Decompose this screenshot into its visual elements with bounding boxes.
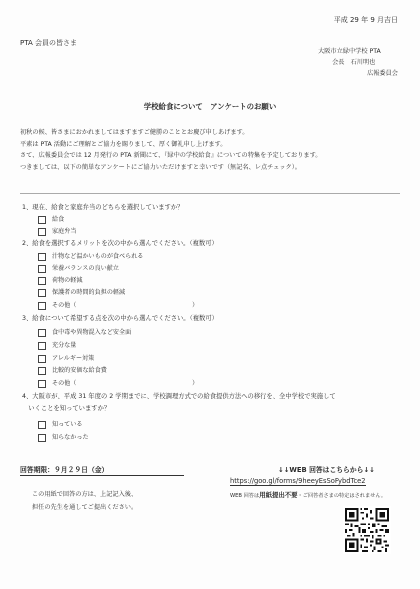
paper-line: この用紙で回答の方は、上記記入後、 [32,491,138,498]
checkbox[interactable] [38,434,46,442]
option-label: 知っている [52,421,83,428]
checkbox[interactable] [38,421,46,429]
option-row[interactable] [38,264,119,273]
paper-answer-instructions [32,488,137,514]
checkbox[interactable] [38,380,46,388]
intro-paragraph [20,127,321,173]
web-note-prefix: WEB 回答は [230,493,260,499]
option-row[interactable] [38,341,76,350]
sender-block [318,46,398,79]
web-note-suffix: ・ご回答者さまの特定はされません。 [297,493,387,499]
web-note-bold: 用紙提出不要 [259,491,298,499]
question-3: 3、給食について希望する点を次の中から選んでください。（複数可） [22,315,218,322]
checkbox[interactable] [38,265,46,273]
option-label: 給食 [52,216,65,223]
question-2: 2、給食を選択するメリットを次の中から選んでください。（複数可） [22,240,218,247]
option-label: その他（ ） [52,302,199,309]
checkbox[interactable] [38,277,46,285]
option-row[interactable] [38,420,82,429]
option-label: 充分な量 [52,342,77,349]
checkbox[interactable] [38,289,46,297]
checkbox[interactable] [38,302,46,310]
option-label: 栄養バランスの良い献立 [52,265,119,272]
question-4-line-2: いくことを知っていますか？ [22,405,111,412]
option-row[interactable] [38,433,89,442]
web-answer-note [230,490,386,499]
checkbox[interactable] [38,367,46,375]
option-row[interactable] [38,276,82,285]
section-divider [20,193,400,194]
intro-line: さて、広報委員会では 12 月発行の PTA 新聞にて、『緑中の学校給食』についての特集を予定しております。 [20,152,322,159]
checkbox[interactable] [38,216,46,224]
checkbox[interactable] [38,342,46,350]
intro-line: 初秋の候、皆さまにおかれましてはますますご健勝のこととお慶び申しあげます。 [20,129,249,136]
option-row[interactable] [38,227,76,236]
question-4-line-1: 4、大阪市が、平成 31 年度の 2 学期までに、学校調理方式での給食提供方法への移行を、全中学校で実施して [22,393,336,400]
option-label: 荷物の軽減 [52,277,83,284]
qr-code-icon[interactable] [343,506,391,554]
paper-line: 担任の先生を通してご提出ください。 [32,504,138,511]
option-label: 汁物など温かいものが食べられる [52,253,144,260]
recipient: PTA 会員の皆さま [20,39,77,47]
document-title: 学校給食について アンケートのお願い [143,102,277,111]
option-row[interactable] [38,366,107,375]
option-label: 知らなかった [52,434,89,441]
issue-date: 平成 29 年 9 月吉日 [333,16,398,24]
intro-line: つきましては、以下の簡単なアンケートにご協力いただけますと幸いです（無記名、レ点チェック）。 [20,163,301,171]
option-label: 食中毒や異物混入など安全面 [52,329,132,336]
option-row[interactable] [38,215,64,224]
intro-line: 平素は PTA 活動にご理解とご協力を賜りまして、厚く御礼申し上げます。 [20,140,227,148]
option-label: 家庭弁当 [52,228,77,235]
option-row[interactable] [38,252,143,261]
option-row[interactable] [38,328,131,337]
option-label: その他（ ） [52,380,199,387]
option-row-other[interactable] [38,301,198,310]
checkbox[interactable] [38,253,46,261]
option-label: 保護者の時間的負担の軽減 [52,289,126,296]
option-row-other[interactable] [38,379,198,388]
checkbox[interactable] [38,228,46,236]
option-row[interactable] [38,354,94,363]
sender-president: 会長 石川明也 [332,59,376,66]
checkbox[interactable] [38,355,46,363]
web-answer-url[interactable]: https://goo.gl/forms/9heeyEsSoFybdTce2 [230,477,366,485]
question-1: 1、現在、給食と家庭弁当のどちらを選択していますか？ [22,204,184,211]
sender-org: 大阪市立緑中学校 PTA [318,48,381,55]
answer-deadline: 回答期限：９月２９日（金） [20,464,184,476]
option-row[interactable] [38,288,125,297]
option-label: アレルギー対策 [52,355,95,362]
sender-committee: 広報委員会 [367,70,398,77]
checkbox[interactable] [38,329,46,337]
web-answer-label: ↓↓WEB 回答はこちらから↓↓ [278,466,375,474]
option-label: 比較的安価な給食費 [52,367,107,374]
